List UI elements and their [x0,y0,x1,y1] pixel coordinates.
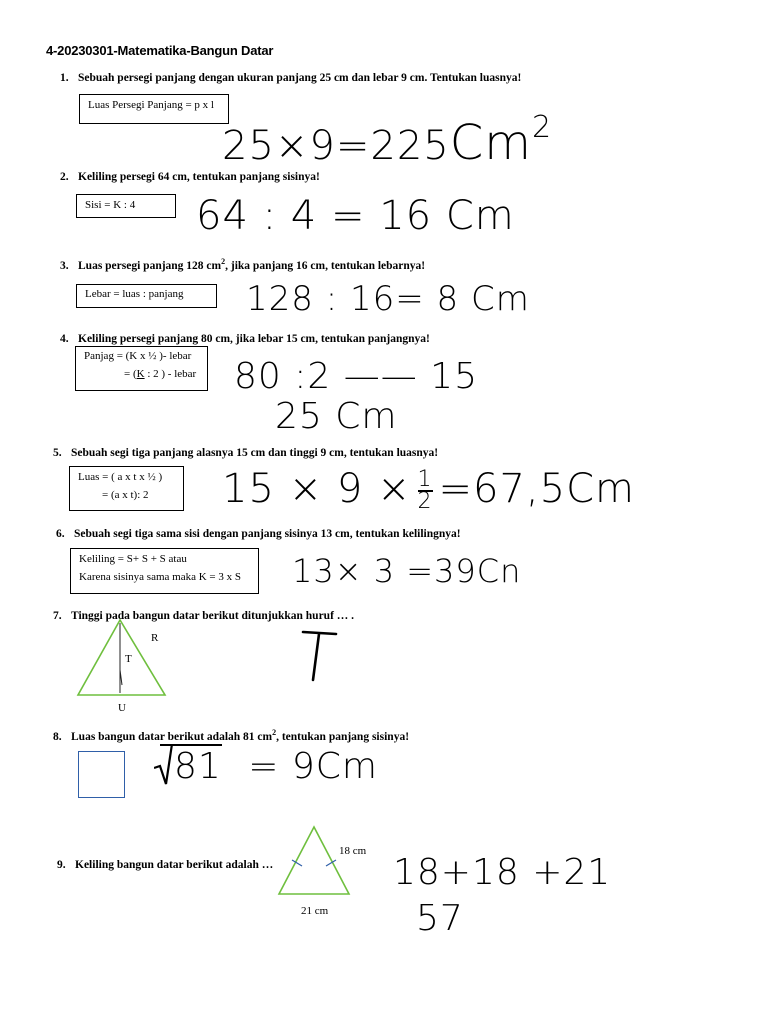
triangle-label-r: R [151,632,159,644]
question-9: 9. Keliling bangun datar berikut adalah … [57,859,274,871]
square-figure [78,751,125,798]
question-4: 4. Keliling persegi panjang 80 cm, jika lebar 15 cm, tentukan panjangnya! [60,333,430,345]
isosceles-side-label: 18 cm [339,845,367,857]
answer-1: $25\times 9=225Cm^2$ [222,110,553,171]
isosceles-triangle-shape [279,827,349,894]
answer-7-letter-vertical-stroke [313,634,319,680]
answer-4-line-2: 25 Cm [275,396,398,437]
question-8: 8. Luas bangun datar berikut adalah 81 $cm^2$, tentukan panjang sisinya! [53,728,410,743]
isosceles-base-label: 21 cm [301,905,329,917]
isosceles-triangle-figure [274,822,354,902]
answer-4-line-1: 80 :2 —— 15 [234,356,478,397]
answer-3: 128 : 16= 8 Cm [246,279,530,319]
triangle-label-t: T [125,653,132,665]
formula-box-1: Luas Persegi Panjang = p x l [79,94,229,124]
answer-2: 64 : 4 = 16 Cm [196,193,515,239]
formula-box-4: Panjag = (K x ½ )- lebar = (K : 2 ) - lebar [75,346,208,391]
worksheet-title: 4-20230301-Matematika-Bangun Datar [46,43,274,58]
formula-box-2: Sisi = K : 4 [76,194,176,218]
answer-6: 13× 3 =39Cn [292,552,522,590]
square-root-icon [154,744,174,786]
question-6: 6. Sebuah segi tiga sama sisi dengan panjang sisinya 13 cm, tentukan kelilingnya! [56,528,461,540]
question-3: 3. Luas persegi panjang 128 $cm^2$, jika panjang 16 cm, tentukan lebarnya! [60,257,426,272]
formula-box-3: Lebar = luas : panjang [76,284,217,308]
answer-5: 15 × 9 × $\frac{1}{2}$ =67,5Cm [222,466,636,514]
question-5: 5. Sebuah segi tiga panjang alasnya 15 cm dan tinggi 9 cm, tentukan luasnya! [53,447,439,459]
answer-7 [300,628,340,684]
question-2: 2. Keliling persegi 64 cm, tentukan panjang sisinya! [60,171,320,183]
formula-box-6: Keliling = S+ S + S atau Karena sisinya sama maka K = 3 x S [70,548,259,594]
answer-8: 81 = 9Cm [160,744,378,787]
answer-9-line-1: 18+18 +21 [393,852,612,893]
question-7: 7. Tinggi pada bangun datar berikut ditunjukkan huruf … . [53,610,355,622]
answer-9-line-2: 57 [416,898,464,939]
formula-box-5: Luas = ( a x t x ½ ) = (a x t): 2 [69,466,184,511]
triangle-label-u: U [118,702,126,714]
question-1: 1. Sebuah persegi panjang dengan ukuran panjang 25 cm dan lebar 9 cm. Tentukan luasnya! [60,72,522,84]
